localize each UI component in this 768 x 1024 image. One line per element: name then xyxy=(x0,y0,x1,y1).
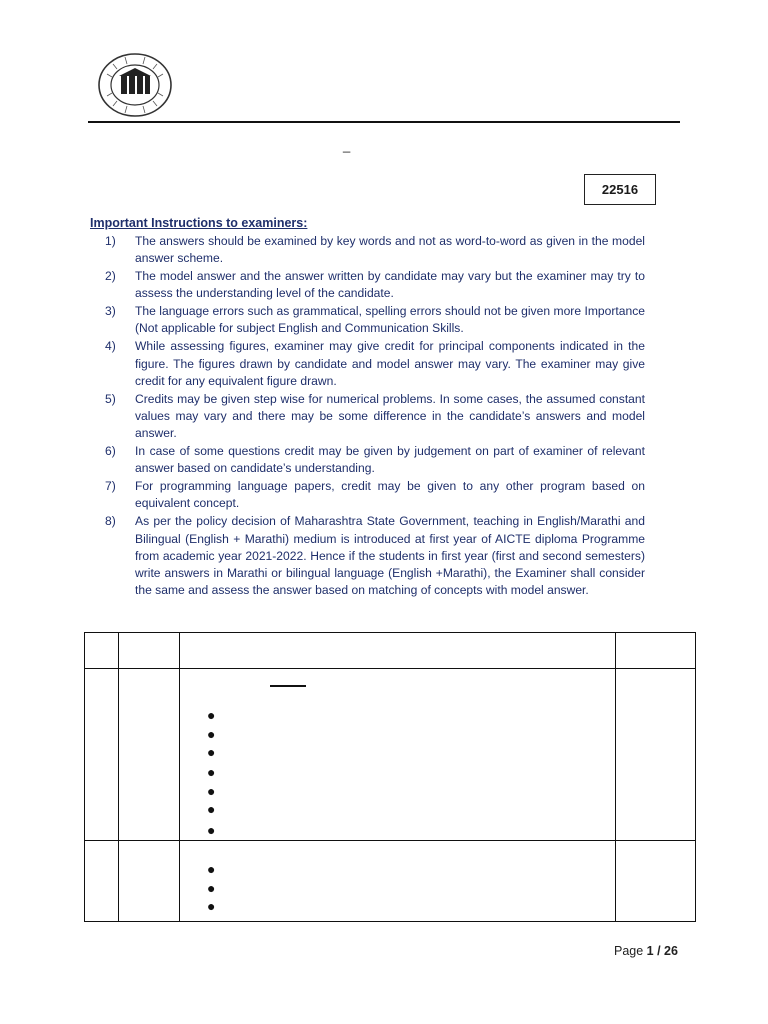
underline-mark xyxy=(270,685,306,687)
bullet-dot-icon: ● xyxy=(207,898,216,914)
page-number xyxy=(614,944,678,958)
instruction-number: 2) xyxy=(105,269,116,284)
instruction-text: The answers should be examined by key words and not as word-to-word as given in the model answer scheme. xyxy=(135,234,645,266)
bullet-dot-icon: ● xyxy=(207,726,216,742)
bullet-dot-icon: ● xyxy=(207,880,216,896)
instruction-number: 4) xyxy=(105,339,116,354)
bullet-dot-icon: ● xyxy=(207,801,216,817)
instruction-number: 1) xyxy=(105,234,116,248)
instruction-item xyxy=(105,391,645,443)
page-total: 26 xyxy=(664,944,678,958)
instruction-item xyxy=(105,268,645,303)
instruction-number: 7) xyxy=(105,479,116,494)
page-prefix: Page xyxy=(614,944,647,958)
instruction-text: As per the policy decision of Maharashtra State Government, teaching in English/Marathi and Bilingual (English + Marathi) medium is introduced at first year of AICTE diploma Programme from academic year 2021-2022. Hence if the students in first year (first and second semesters) write answers in Marathi or bilingual language (English +Marathi), the Examiner shall consider the same and assess the answer based on matching of concepts with model answer. xyxy=(135,514,645,598)
instruction-number: 5) xyxy=(105,391,116,406)
instruction-text: Credits may be given step wise for numerical problems. In some cases, the assumed constant values may vary and there may be some difference in the candidate’s answers and model answer. xyxy=(135,391,645,441)
bullet-dot-icon: ● xyxy=(207,861,216,877)
table-col-divider xyxy=(615,632,616,922)
instruction-item xyxy=(105,233,645,268)
header-divider xyxy=(88,121,680,123)
instruction-text: While assessing figures, examiner may give credit for principal components indicated in the figure. The figures drawn by candidate and model answer may vary. The examiner may give credit for any equivalent figure drawn. xyxy=(135,339,645,388)
table-border-top xyxy=(84,632,696,633)
table-border-right xyxy=(695,632,696,922)
bullet-dot-icon: ● xyxy=(207,744,216,760)
bullet-dot-icon: ● xyxy=(207,783,216,799)
page-separator: / xyxy=(653,944,665,958)
answer-table xyxy=(84,632,696,922)
page-current: 1 xyxy=(646,944,654,958)
instruction-item xyxy=(105,513,645,599)
instruction-text: For programming language papers, credit may be given to any other program based on equivalent concept. xyxy=(135,479,645,511)
instructions-list xyxy=(105,233,645,600)
instruction-number: 6) xyxy=(105,444,116,459)
board-seal-logo-icon xyxy=(97,52,173,118)
instruction-item xyxy=(105,478,645,513)
instructions-title: Important Instructions to examiners: xyxy=(90,216,308,230)
bullet-dot-icon: ● xyxy=(207,764,216,780)
bullet-dot-icon: ● xyxy=(207,707,216,723)
instruction-item xyxy=(105,303,645,338)
table-row-divider xyxy=(84,840,696,841)
instruction-item xyxy=(105,338,645,390)
title-placeholder-dash: _ xyxy=(343,138,351,153)
table-header-divider xyxy=(84,668,696,669)
table-col-divider xyxy=(118,632,119,922)
table-border-left xyxy=(84,632,85,922)
bullet-dot-icon: ● xyxy=(207,822,216,838)
instruction-text: In case of some questions credit may be given by judgement on part of examiner of relevant answer based on candidate’s understanding. xyxy=(135,444,645,476)
instruction-item xyxy=(105,443,645,478)
table-border-bottom xyxy=(84,921,696,922)
instruction-number: 3) xyxy=(105,304,116,319)
instruction-text: The model answer and the answer written by candidate may vary but the examiner may try to assess the understanding level of the candidate. xyxy=(135,269,645,301)
instruction-text: The language errors such as grammatical, spelling errors should not be given more Importance (Not applicable for subject English and Communication Skills. xyxy=(135,304,645,336)
subject-code-box xyxy=(584,174,656,205)
instruction-number: 8) xyxy=(105,514,116,529)
subject-code: 22516 xyxy=(601,182,639,197)
table-col-divider xyxy=(179,632,180,922)
